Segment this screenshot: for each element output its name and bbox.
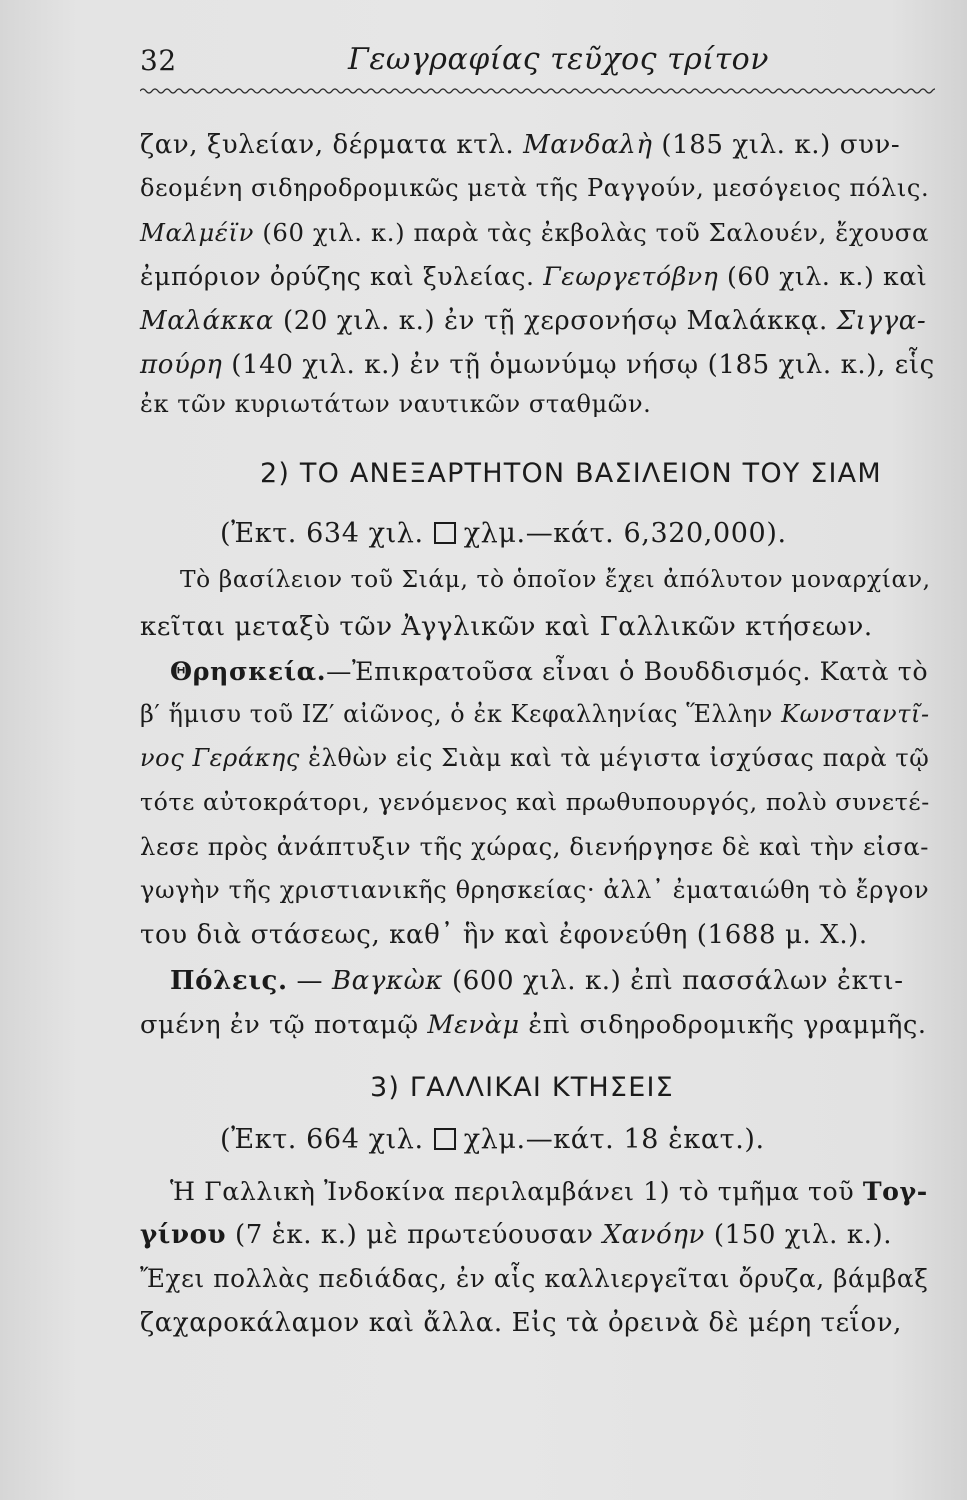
square-icon xyxy=(434,1128,456,1150)
cities-label: Πόλεις. xyxy=(170,966,288,996)
text-line: ἐκ τῶν κυριωτάτων ναυτικῶν σταθμῶν. xyxy=(140,390,652,418)
page-number: 32 xyxy=(140,44,177,77)
text-line: νος Γεράκης ἐλθὼν εἰς Σιὰμ καὶ τὰ μέγιστα ἰσχύσας παρὰ τῷ xyxy=(140,744,930,772)
text-line: Μαλάκκα (20 χιλ. κ.) ἐν τῇ χερσονήσῳ Μαλάκκᾳ. Σιγγα- xyxy=(140,306,927,336)
text-line: Ἡ Γαλλικὴ Ἰνδοκίνα περιλαμβάνει 1) τὸ τμῆμα τοῦ Τογ- xyxy=(170,1176,928,1206)
text-line: ζαχαροκάλαμον καὶ ἄλλα. Εἰς τὰ ὀρεινὰ δὲ μέρη τεΐον, xyxy=(140,1308,903,1338)
area-line-french: (Ἐκτ. 664 χιλ. χλμ.—κάτ. 18 ἑκατ.). xyxy=(220,1124,765,1155)
section-heading-siam: 2) ΤΟ ΑΝΕΞΑΡΤΗΤΟΝ ΒΑΣΙΛΕΙΟΝ ΤΟΥ ΣΙΑΜ xyxy=(260,458,882,489)
text-line: ἐμπόριον ὀρύζης καὶ ξυλείας. Γεωργετόβνη (60 χιλ. κ.) καὶ xyxy=(140,262,928,291)
religion-label: Θρησκεία. xyxy=(170,656,327,686)
text-line: Ἔχει πολλὰς πεδιάδας, ἐν αἷς καλλιεργεῖται ὄρυζα, βάμβαξ xyxy=(140,1264,929,1293)
text-line: γίνου (7 ἑκ. κ.) μὲ πρωτεύουσαν Χανόην (150 χιλ. κ.). xyxy=(140,1220,893,1250)
text-line: σμένη ἐν τῷ ποταμῷ Μενὰμ ἐπὶ σιδηροδρομικῆς γραμμῆς. xyxy=(140,1010,927,1040)
page-header xyxy=(140,44,930,88)
text-line: Θρησκεία.—Ἐπικρατοῦσα εἶναι ὁ Βουδδισμός. Κατὰ τὸ xyxy=(170,656,929,686)
running-title: Γεωγραφίας τεῦχος τρίτον xyxy=(348,42,769,77)
text-line: δεομένη σιδηροδρομικῶς μετὰ τῆς Ραγγούν, μεσόγειος πόλις. xyxy=(140,174,930,202)
text-line: πούρη (140 χιλ. κ.) ἐν τῇ ὁμωνύμῳ νήσῳ (185 χιλ. κ.), εἷς xyxy=(140,350,935,380)
text-line: Πόλεις. — Βαγκὼκ (600 χιλ. κ.) ἐπὶ πασσάλων ἐκτι- xyxy=(170,966,904,996)
text-line: λεσε πρὸς ἀνάπτυξιν τῆς χώρας, διενήργησε δὲ καὶ τὴν εἰσα- xyxy=(140,832,930,861)
text-line: κεῖται μεταξὺ τῶν Ἀγγλικῶν καὶ Γαλλικῶν κτήσεων. xyxy=(140,612,873,642)
text-line: Μαλμέϊν (60 χιλ. κ.) παρὰ τὰς ἐκβολὰς τοῦ Σαλουέν, ἔχουσα xyxy=(140,218,929,247)
area-line-siam: (Ἐκτ. 634 χιλ. χλμ.—κάτ. 6,320,000). xyxy=(220,518,787,549)
text-line: ζαν, ξυλείαν, δέρματα κτλ. Μανδαλὴ (185 χιλ. κ.) συν- xyxy=(140,130,901,160)
square-icon xyxy=(434,522,456,544)
text-line: Τὸ βασίλειον τοῦ Σιάμ, τὸ ὁποῖον ἔχει ἀπόλυτον μοναρχίαν, xyxy=(180,566,931,593)
decorative-wavy-rule xyxy=(140,86,935,96)
text-line: γωγὴν τῆς χριστιανικῆς θρησκείας· ἀλλ᾽ ἐματαιώθη τὸ ἔργον xyxy=(140,876,930,904)
section-heading-french-possessions: 3) ΓΑΛΛΙΚΑΙ ΚΤΗΣΕΙΣ xyxy=(370,1072,674,1103)
text-line: τότε αὐτοκράτορι, γενόμενος καὶ πρωθυπουργός, πολὺ συνετέ- xyxy=(140,788,930,816)
text-line: του διὰ στάσεως, καθ᾽ ἣν καὶ ἐφονεύθη (1688 μ. Χ.). xyxy=(140,920,868,950)
text-line: β′ ἥμισυ τοῦ ΙΖ′ αἰῶνος, ὁ ἐκ Κεφαλληνίας Ἕλλην Κωνσταντῖ- xyxy=(140,700,930,728)
